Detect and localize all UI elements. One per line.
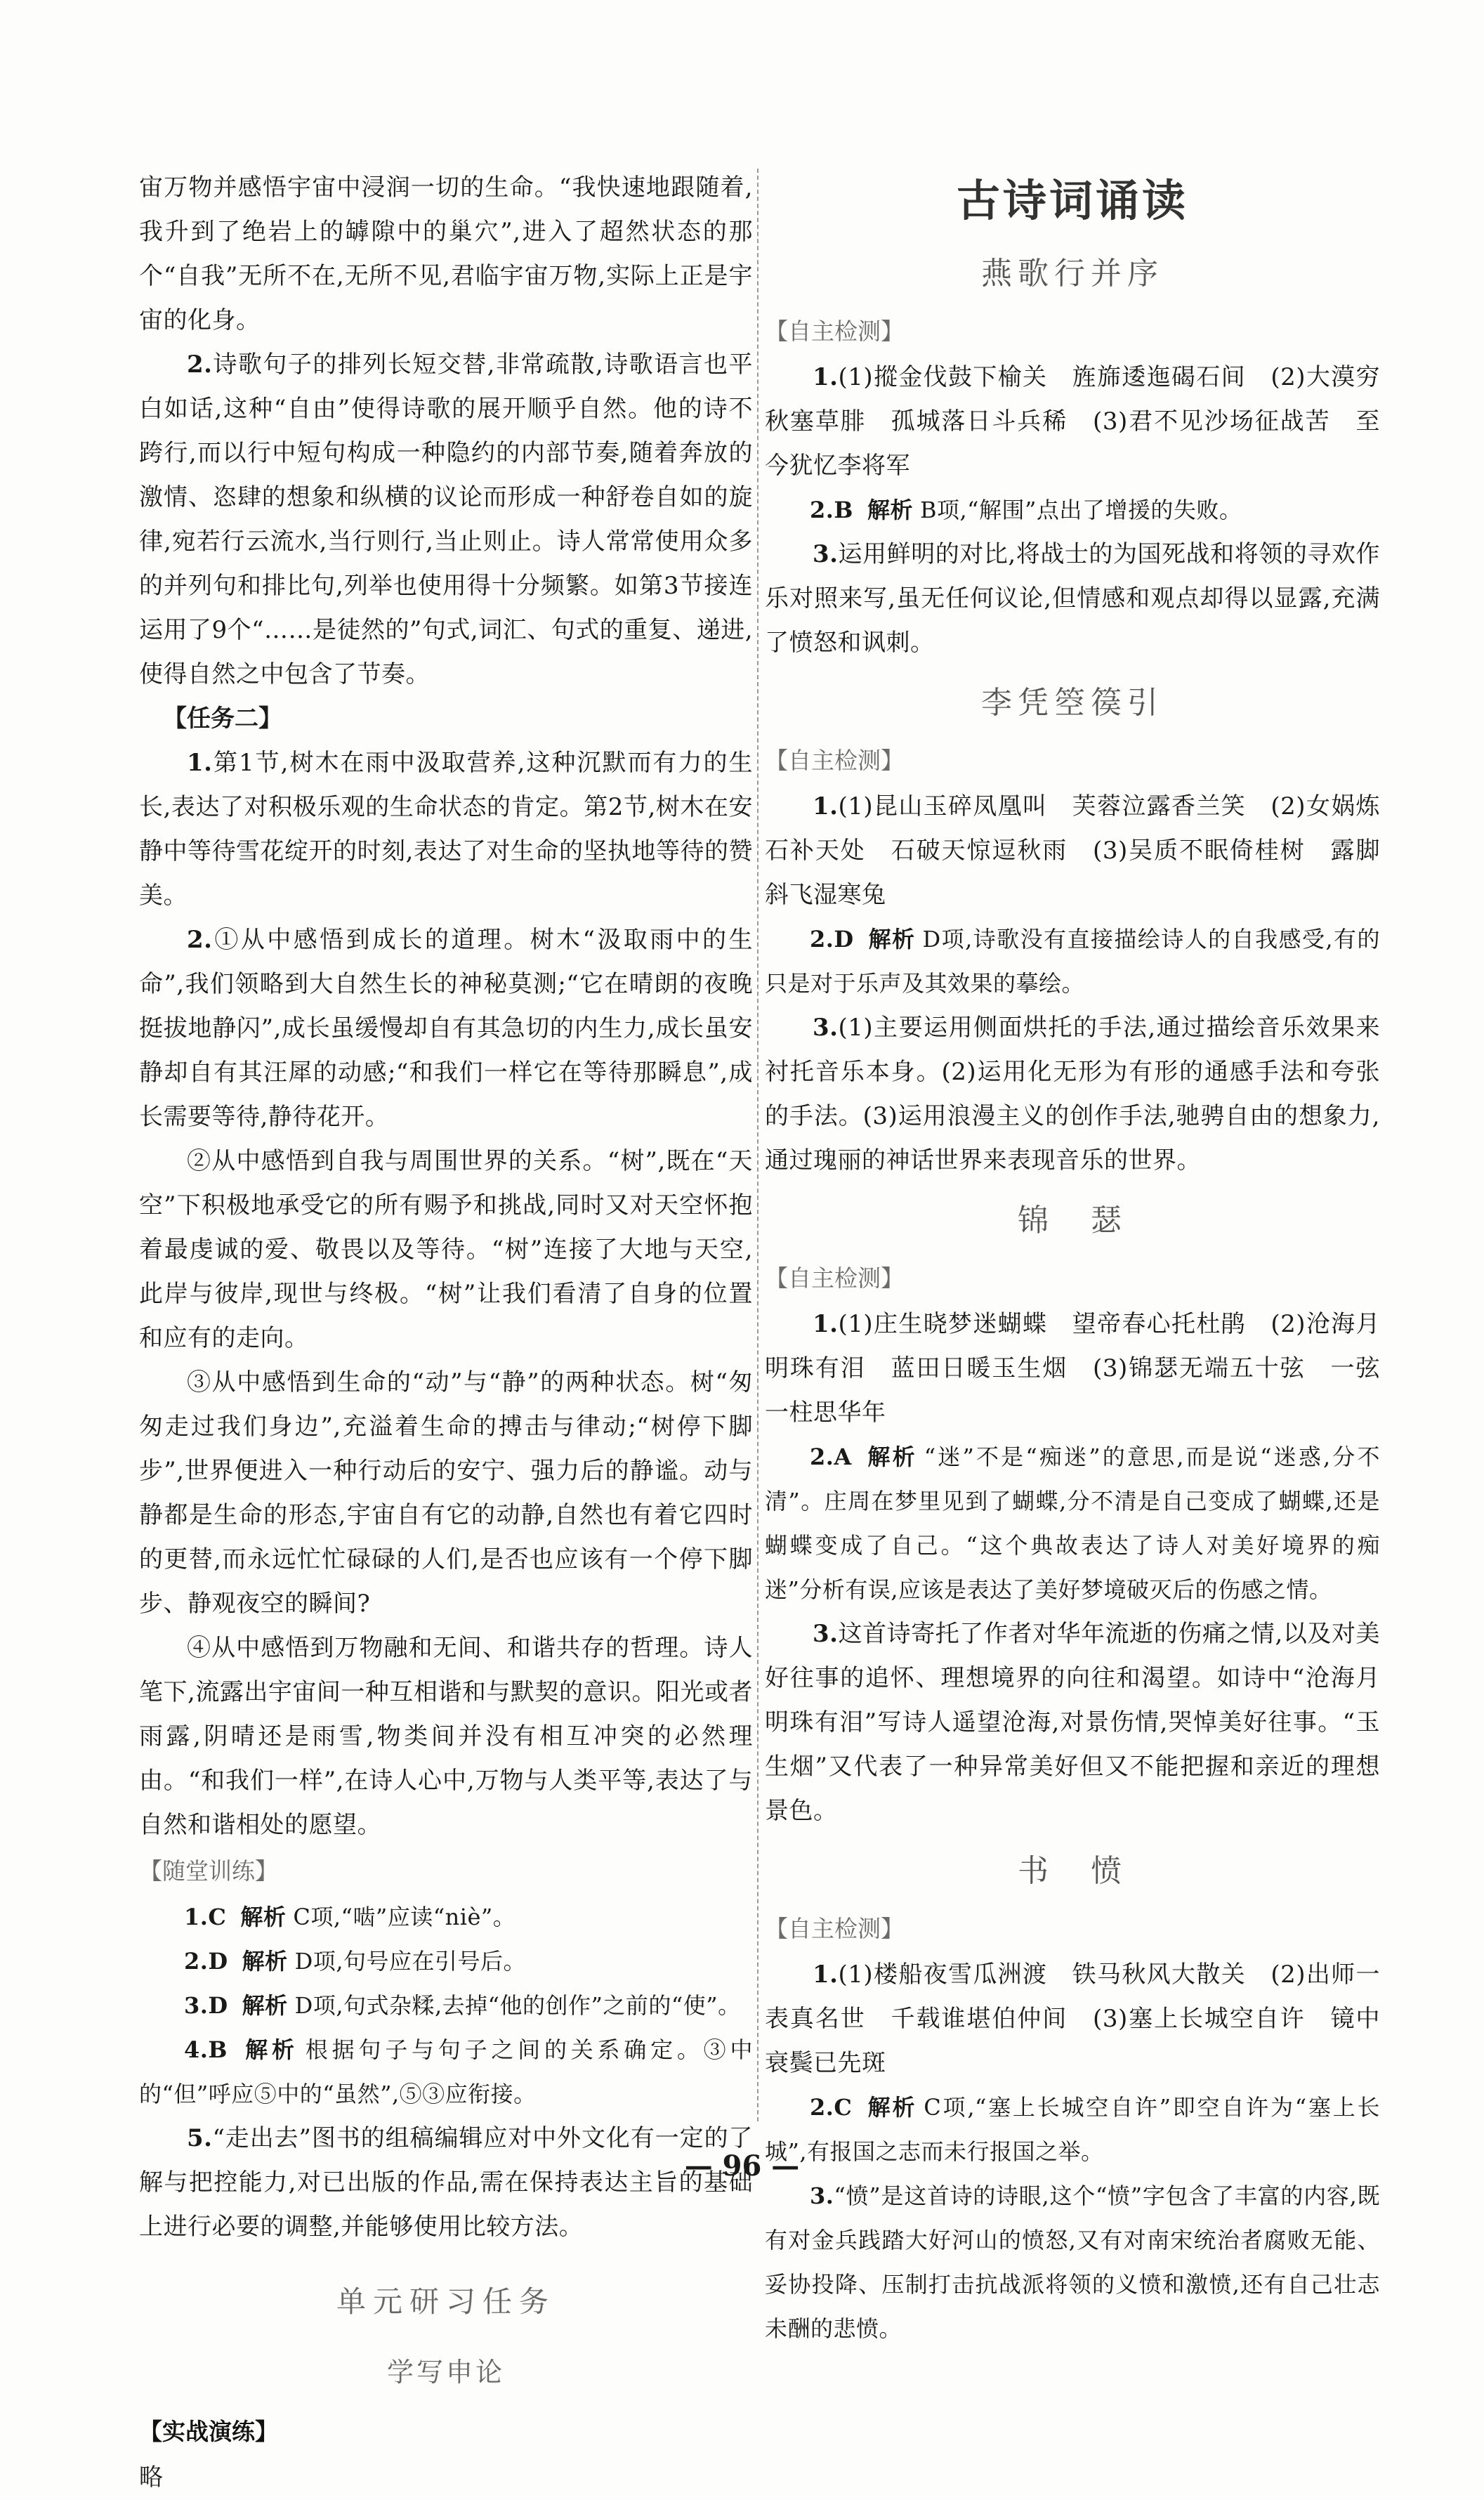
paragraph-text: ①从中感悟到成长的道理。树木“汲取雨中的生命”,我们领略到大自然生长的神秘莫测;“它在晴朗的夜晚挺拔地静闪”,成长虽缓慢却自有其急切的内生力,成长虽安静却自有其汪犀的动感;“和我们一样它在等待那瞬息”,成长需要等待,静待花开。 bbox=[139, 926, 753, 1131]
answer-item bbox=[765, 1953, 1380, 2086]
answer-item bbox=[765, 1435, 1380, 1612]
analysis-label: 解析 bbox=[867, 497, 913, 523]
item-number: 1. bbox=[187, 749, 213, 777]
answer-text: C项,“塞上长城空自许”即空自许为“塞上长城”,有报国之志而未行报国之举。 bbox=[765, 2094, 1380, 2165]
item-number: 3. bbox=[813, 540, 839, 568]
poem-section bbox=[765, 669, 1380, 1183]
practice-list bbox=[139, 1895, 753, 2249]
analysis-label: 解析 bbox=[867, 926, 916, 953]
answer-text: “迷”不是“痴迷”的意思,而是说“迷惑,分不清”。庄周在梦里见到了蝴蝶,分不清是自己变成了蝴蝶,还是蝴蝶变成了自己。“这个典故表达了诗人对美好境界的痴迷”分析有误,应该是表达了美好梦境破灭后的伤感之情。 bbox=[765, 1444, 1380, 1603]
item-number: 2.D bbox=[184, 1948, 228, 1975]
answer-text: 这首诗寄托了作者对华年流逝的伤痛之情,以及对美好往事的追怀、理想境界的向往和渴望。如诗中“沧海月明珠有泪”写诗人遥望沧海,对景伤情,哭悼美好往事。“玉生烟”又代表了一种异常美好但又不能把握和亲近的理想景色。 bbox=[765, 1620, 1380, 1825]
poem-title: 锦 瑟 bbox=[1018, 1203, 1127, 1238]
page-number: — 96 — bbox=[684, 2149, 800, 2182]
item-number: 1. bbox=[813, 1310, 839, 1338]
answer-item bbox=[765, 785, 1380, 917]
item-number: 5. bbox=[187, 2124, 213, 2152]
answer-item bbox=[139, 1895, 753, 1939]
poem-title: 书 愤 bbox=[1018, 1853, 1127, 1889]
answer-text: D项,句式杂糅,去掉“他的创作”之前的“使”。 bbox=[294, 1992, 741, 2019]
answer-item bbox=[765, 355, 1380, 488]
answer-text: (1)庄生晓梦迷蝴蝶 望帝春心托杜鹃 (2)沧海月明珠有泪 蓝田日暖玉生烟 (3)锦瑟无端五十弦 一弦一柱思华年 bbox=[765, 1310, 1380, 1427]
poem-section bbox=[765, 1187, 1380, 1833]
answer-text: (1)昆山玉碎凤凰叫 芙蓉泣露香兰笑 (2)女娲炼石补天处 石破天惊逗秋雨 (3)吴质不眠倚桂树 露脚斜飞湿寒兔 bbox=[765, 792, 1380, 909]
item-number: 1. bbox=[813, 363, 839, 391]
answer-text: “愤”是这首诗的诗眼,这个“愤”字包含了丰富的内容,既有对金兵践踏大好河山的愤怒,又有对南宋统治者腐败无能、妥协投降、压制打击抗战派将领的义愤和激愤,还有自己壮志未酬的悲愤。 bbox=[765, 2182, 1380, 2342]
analysis-label: 解析 bbox=[242, 1948, 288, 1975]
item-number: 1. bbox=[813, 1961, 839, 1989]
paragraph bbox=[139, 343, 753, 697]
item-number: 1. bbox=[813, 792, 839, 820]
analysis-label: 解析 bbox=[865, 1444, 917, 1470]
answer-item bbox=[139, 1939, 753, 1984]
answer-item bbox=[139, 1984, 753, 2028]
section-tag: 【自主检测】 bbox=[765, 1915, 904, 1942]
paragraph: ②从中感悟到自我与周围世界的关系。“树”,既在“天空”下积极地承受它的所有赐予和挑战,同时又对天空怀抱着最虔诚的爱、敬畏以及等待。“树”连接了大地与天空,此岸与彼岸,现世与终极。“树”让我们看清了自身的位置和应有的走向。 bbox=[139, 1147, 753, 1352]
task-heading: 【任务二】 bbox=[163, 705, 282, 733]
analysis-label: 解析 bbox=[242, 1992, 288, 2019]
right-column bbox=[765, 166, 1380, 2351]
answer-item bbox=[139, 2028, 753, 2116]
answer-text: 运用鲜明的对比,将战士的为国死战和将领的寻欢作乐对照来写,虽无任何议论,但情感和观点却得以显露,充满了愤怒和讽刺。 bbox=[765, 540, 1380, 657]
item-number: 3. bbox=[813, 1014, 839, 1042]
answer-text: D项,句号应在引号后。 bbox=[294, 1948, 527, 1975]
item-number: 4.B bbox=[184, 2036, 228, 2063]
poem-section bbox=[765, 1838, 1380, 2351]
answer-text: C项,“啮”应读“niè”。 bbox=[293, 1904, 516, 1930]
analysis-label: 解析 bbox=[241, 2036, 298, 2063]
analysis-label: 解析 bbox=[866, 2094, 917, 2121]
item-number: 2. bbox=[187, 926, 213, 954]
item-number: 3. bbox=[810, 2182, 834, 2209]
answer-text: D项,诗歌没有直接描绘诗人的自我感受,有的只是对于乐声及其效果的摹绘。 bbox=[765, 926, 1380, 997]
answer-text: “走出去”图书的组稿编辑应对中外文化有一定的了解与把控能力,对已出版的作品,需在保持表达主旨的基础上进行必要的调整,并能够使用比较方法。 bbox=[139, 2124, 753, 2241]
item-number: 2.C bbox=[810, 2094, 853, 2121]
poem-title: 燕歌行并序 bbox=[981, 256, 1164, 292]
paragraph-text: 诗歌句子的排列长短交替,非常疏散,诗歌语言也平白如话,这种“自由”使得诗歌的展开顺乎自然。他的诗不跨行,而以行中短句构成一种隐约的内部节奏,随着奔放的激情、恣肆的想象和纵横的议论而形成一种舒卷自如的旋律,宛若行云流水,当行则行,当止则止。诗人常常使用众多的并列句和排比句,列举也使用得十分频繁。如第3节接连运用了9个“……是徒然的”句式,词汇、句式的重复、递进,使得自然之中包含了节奏。 bbox=[139, 351, 754, 688]
section-tag: 【自主检测】 bbox=[765, 318, 904, 345]
answer-text: B项,“解围”点出了增援的失败。 bbox=[919, 497, 1242, 523]
column-divider bbox=[757, 169, 759, 2121]
section-tag: 【自主检测】 bbox=[765, 1264, 904, 1292]
paragraph: 宙万物并感悟宇宙中浸润一切的生命。“我快速地跟随着,我升到了绝岩上的罅隙中的巢穴”,进入了超然状态的那个“自我”无所不在,无所不见,君临宇宙万物,实际上正是宇宙的化身。 bbox=[139, 174, 753, 334]
paragraph: ④从中感悟到万物融和无间、和谐共存的哲理。诗人笔下,流露出宇宙间一种互相谐和与默契的意识。阳光或者雨露,阴晴还是雨雪,物类间并没有相互冲突的必然理由。“和我们一样”,在诗人心中,万物与人类平等,表达了与自然和谐相处的愿望。 bbox=[139, 1634, 753, 1839]
paragraph bbox=[139, 741, 753, 918]
item-number: 2.B bbox=[810, 497, 853, 523]
paragraph bbox=[139, 918, 753, 1139]
answer-item bbox=[765, 2174, 1380, 2351]
item-number: 1.C bbox=[184, 1904, 227, 1930]
answer-text: (1)摐金伐鼓下榆关 旌旆逶迤碣石间 (2)大漠穷秋塞草腓 孤城落日斗兵稀 (3)君不见沙场征战苦 至今犹忆李将军 bbox=[765, 363, 1380, 480]
answer-item bbox=[139, 2116, 753, 2249]
section-title: 古诗词诵读 bbox=[956, 175, 1188, 226]
answer-text: 根据句子与句子之间的关系确定。③中的“但”呼应⑤中的“虽然”,⑤③应衔接。 bbox=[139, 2036, 753, 2107]
poem-title: 李凭箜篌引 bbox=[981, 685, 1164, 721]
paragraph: 略 bbox=[139, 2463, 164, 2492]
item-number: 3.D bbox=[184, 1992, 228, 2019]
item-number: 3. bbox=[813, 1620, 839, 1648]
answer-text: (1)楼船夜雪瓜洲渡 铁马秋风大散关 (2)出师一表真名世 千载谁堪伯仲间 (3)塞上长城空自许 镜中衰鬓已先斑 bbox=[765, 1961, 1380, 2077]
analysis-label: 解析 bbox=[240, 1904, 287, 1930]
answer-item bbox=[765, 1612, 1380, 1833]
unit-title: 单元研习任务 bbox=[336, 2284, 556, 2319]
answer-item bbox=[765, 917, 1380, 1006]
poem-section bbox=[765, 240, 1380, 665]
item-number: 2.D bbox=[810, 926, 854, 953]
sub-title: 学写申论 bbox=[386, 2357, 505, 2388]
answer-item bbox=[765, 488, 1380, 532]
paragraph: ③从中感悟到生命的“动”与“静”的两种状态。树“匆匆走过我们身边”,充溢着生命的搏击与律动;“树停下脚步”,世界便进入一种行动后的安宁、强力后的静谧。动与静都是生命的形态,宇宙自有它的动静,自然也有着它四时的更替,而永远忙忙碌碌的人们,是否也应该有一个停下脚步、静观夜空的瞬间? bbox=[139, 1368, 753, 1618]
item-number: 2.A bbox=[810, 1444, 852, 1470]
answer-item bbox=[765, 1302, 1380, 1435]
answer-text: (1)主要运用侧面烘托的手法,通过描绘音乐效果来衬托音乐本身。(2)运用化无形为有形的通感手法和夸张的手法。(3)运用浪漫主义的创作手法,驰骋自由的想象力,通过瑰丽的神话世界来表现音乐的世界。 bbox=[765, 1014, 1380, 1174]
answer-item bbox=[765, 1006, 1380, 1183]
answer-item bbox=[765, 532, 1380, 665]
section-tag: 【随堂训练】 bbox=[139, 1857, 278, 1885]
paragraph-text: 第1节,树木在雨中汲取营养,这种沉默而有力的生长,表达了对积极乐观的生命状态的肯定。第2节,树木在安静中等待雪花绽开的时刻,表达了对生命的坚执地等待的赞美。 bbox=[139, 749, 753, 910]
section-tag: 【自主检测】 bbox=[765, 747, 904, 774]
item-number: 2. bbox=[187, 351, 213, 379]
section-tag: 【实战演练】 bbox=[139, 2418, 278, 2445]
